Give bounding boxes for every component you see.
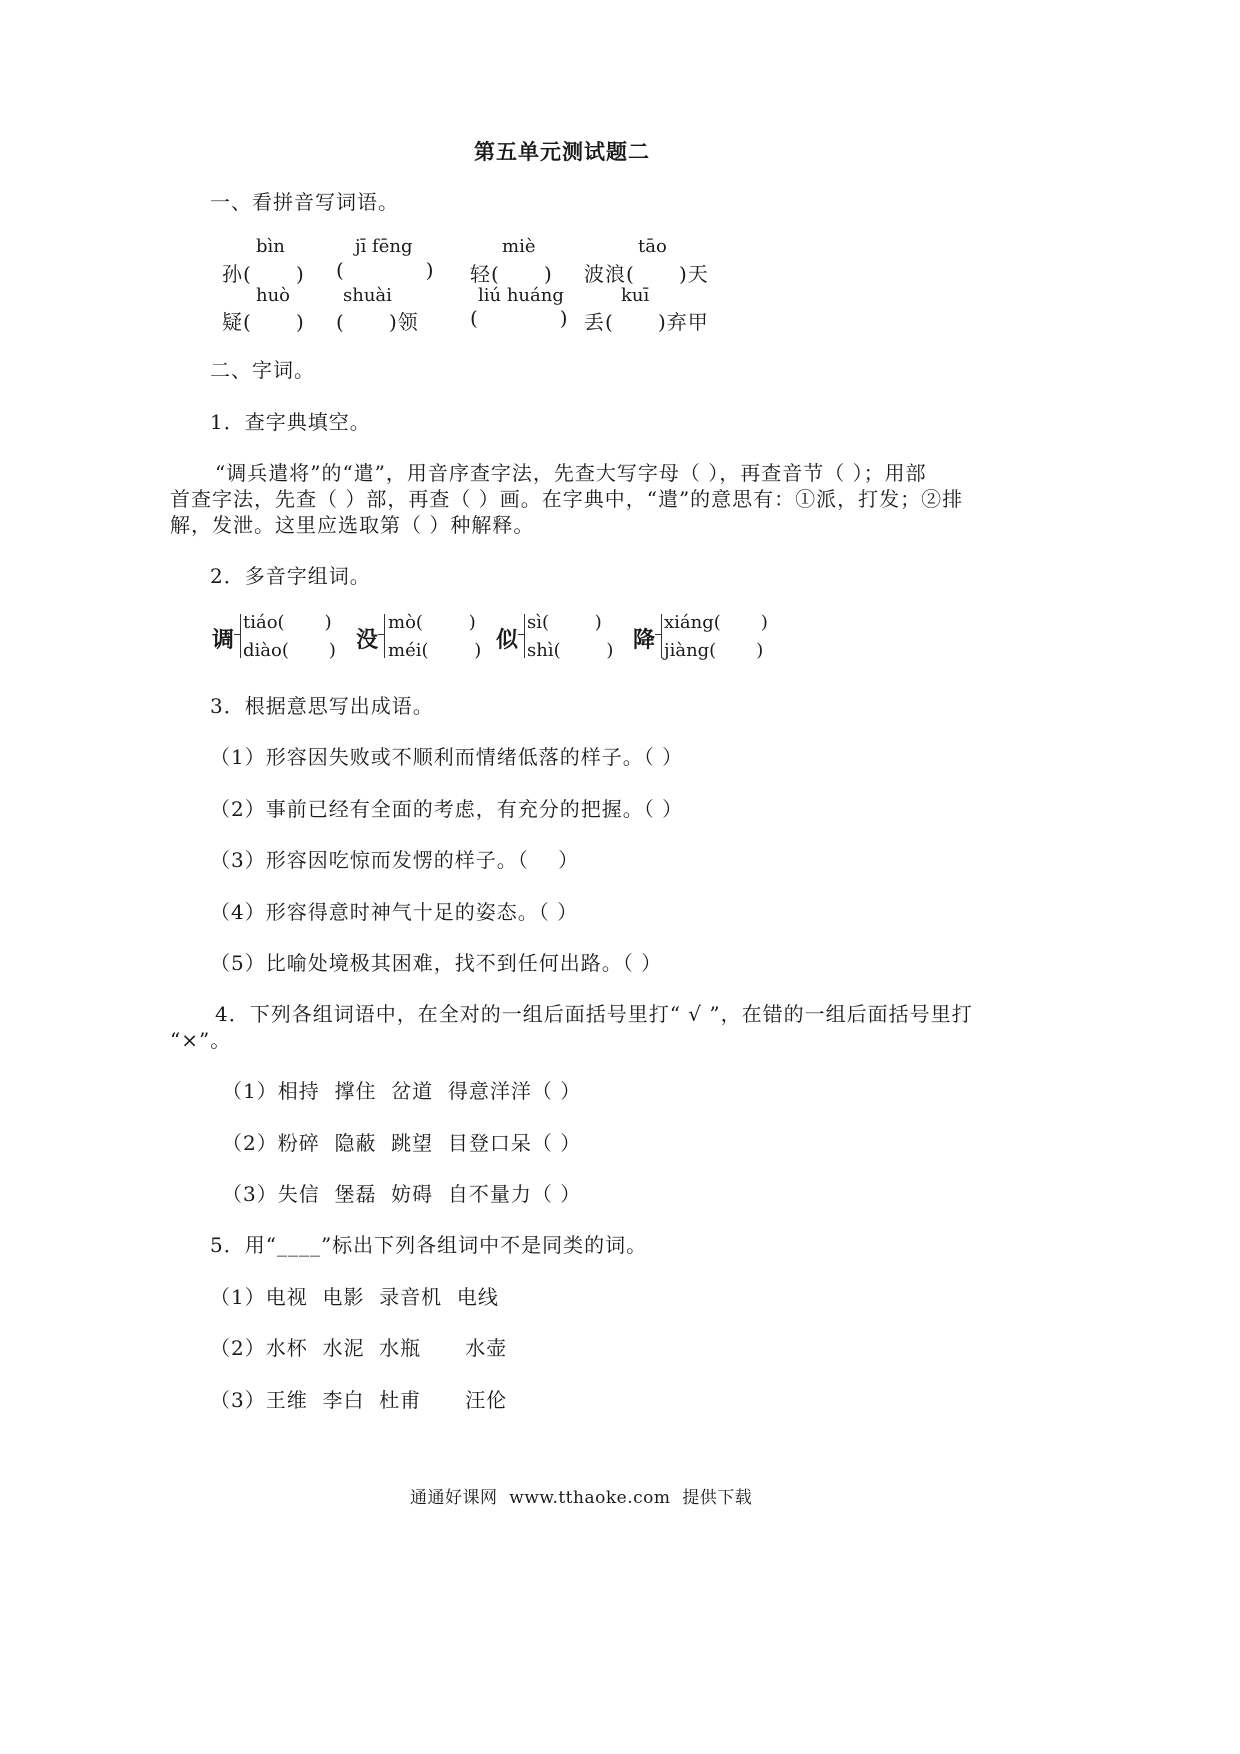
- pinyin-6: shuài: [343, 285, 392, 306]
- poly-4a: xiáng( ): [664, 612, 768, 633]
- footer-source: 通通好课网 www.tthaoke.com 提供下载: [410, 1488, 753, 1508]
- q4-item-2: （2）粉碎 隐蔽 跳望 目登口呆（ ）: [222, 1131, 582, 1155]
- q5-label: 5．用“____”标出下列各组词中不是同类的词。: [210, 1233, 648, 1257]
- q4-line-2: “×”。: [170, 1028, 232, 1052]
- q4-item-3: （3）失信 堡磊 妨碍 自不量力（ ）: [222, 1182, 582, 1206]
- poly-4b: jiàng( ): [664, 640, 764, 661]
- poly-char-1: 调: [212, 627, 235, 653]
- poly-char-3: 似: [496, 627, 519, 653]
- q1-label: 1．查字典填空。: [210, 410, 371, 434]
- q5-item-2: （2）水杯 水泥 水瓶 水壶: [210, 1336, 508, 1360]
- word-blank-5: 疑( ): [222, 310, 305, 334]
- poly-char-4: 降: [633, 627, 656, 653]
- pinyin-1: bìn: [256, 236, 285, 257]
- poly-2a: mò( ): [388, 612, 476, 633]
- poly-3a: sì( ): [527, 612, 602, 633]
- section-2-heading: 二、字词。: [210, 358, 315, 382]
- section-1-heading: 一、看拼音写词语。: [210, 190, 399, 214]
- q5-item-1: （1）电视 电影 录音机 电线: [210, 1285, 499, 1309]
- pinyin-2: jī fēng: [355, 236, 413, 257]
- poly-1b: diào( ): [243, 640, 336, 661]
- q3-label: 3．根据意思写出成语。: [210, 694, 434, 718]
- word-blank-8: 丢( )弃甲: [584, 310, 709, 334]
- q1-line-3: 解，发泄。这里应选取第（ ）种解释。: [170, 513, 535, 537]
- pinyin-3: miè: [502, 236, 536, 257]
- word-blank-7: ( ): [470, 306, 569, 330]
- q3-item-3: （3）形容因吃惊而发愣的样子。（ ）: [210, 848, 580, 872]
- q3-item-2: （2）事前已经有全面的考虑，有充分的把握。（ ）: [210, 797, 684, 821]
- q1-line-2: 首查字法，先查（ ）部，再查（ ）画。在字典中，“遣”的意思有：①派，打发；②排: [170, 487, 964, 511]
- poly-3b: shì( ): [527, 640, 614, 661]
- word-blank-3: 轻( ): [470, 262, 553, 286]
- pinyin-4: tāo: [638, 236, 667, 257]
- q3-item-1: （1）形容因失败或不顺利而情绪低落的样子。（ ）: [210, 745, 684, 769]
- poly-2b: méi( ): [388, 640, 482, 661]
- q2-label: 2．多音字组词。: [210, 564, 371, 588]
- word-blank-1: 孙( ): [222, 262, 305, 286]
- pinyin-7: liú huáng: [478, 285, 564, 306]
- q5-item-3: （3）王维 李白 杜甫 汪伦: [210, 1388, 508, 1412]
- poly-1a: tiáo( ): [243, 612, 332, 633]
- word-blank-4: 波浪( )天: [584, 262, 709, 286]
- poly-char-2: 没: [356, 627, 379, 653]
- q3-item-5: （5）比喻处境极其困难，找不到任何出路。（ ）: [210, 951, 663, 975]
- q4-item-1: （1）相持 撑住 岔道 得意洋洋（ ）: [222, 1079, 582, 1103]
- q4-line-1: 4．下列各组词语中，在全对的一组后面括号里打“ √ ”，在错的一组后面括号里打: [215, 1002, 973, 1026]
- page-title: 第五单元测试题二: [474, 139, 650, 164]
- pinyin-8: kuī: [621, 285, 650, 306]
- q3-item-4: （4）形容得意时神气十足的姿态。（ ）: [210, 900, 579, 924]
- word-blank-2: ( ): [336, 258, 435, 282]
- word-blank-6: ( )领: [336, 310, 419, 334]
- pinyin-5: huò: [256, 285, 291, 306]
- q1-line-1: “调兵遣将”的“遣”，用音序查字法，先查大写字母（ ），再查音节（ ）；用部: [215, 461, 927, 485]
